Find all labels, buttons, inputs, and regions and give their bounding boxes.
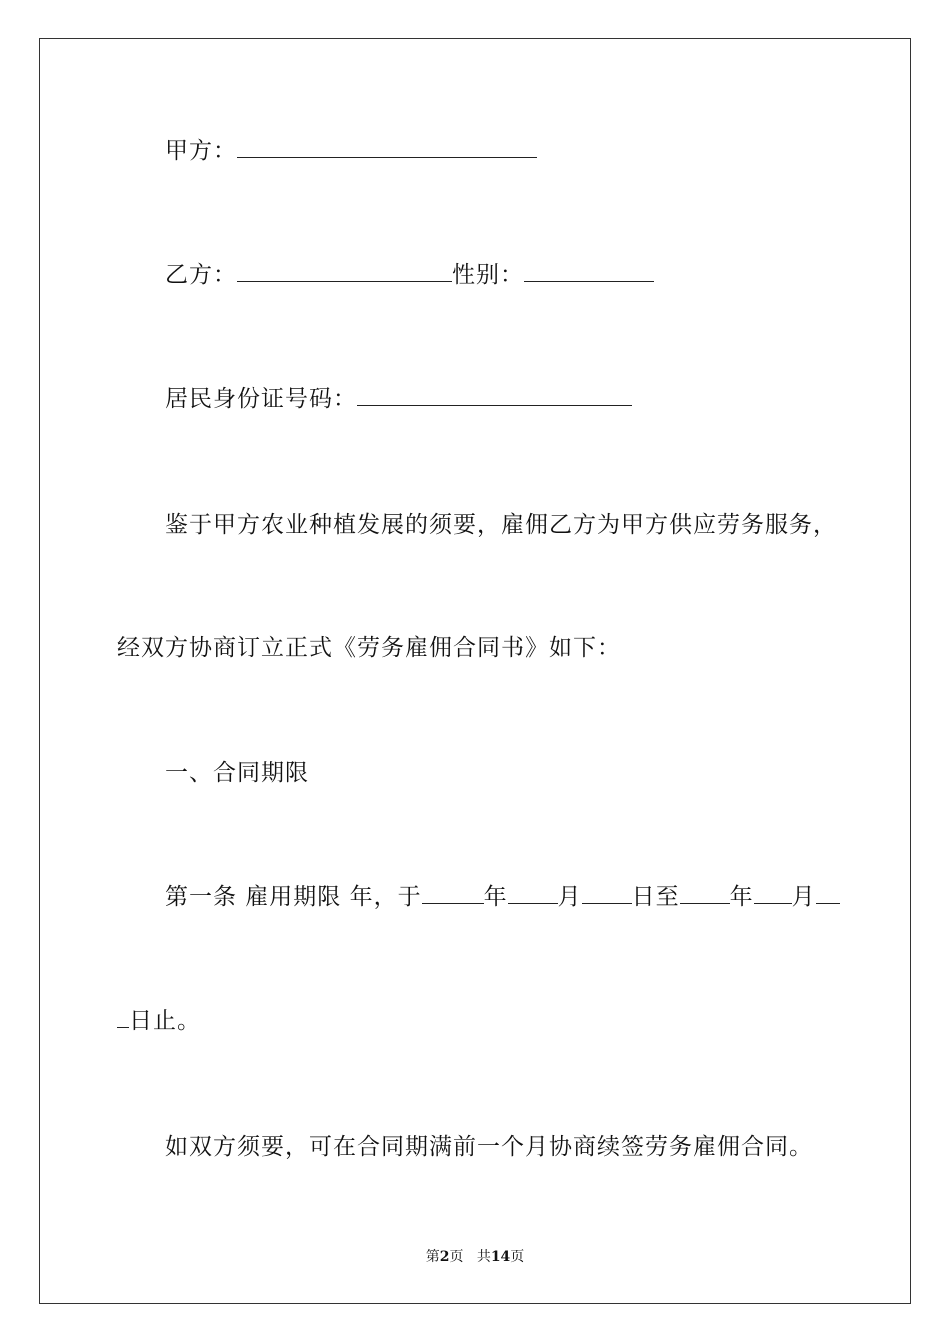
start-year-blank[interactable] (422, 883, 484, 904)
end-day-blank-part-2[interactable] (117, 1007, 129, 1028)
start-month-blank[interactable] (508, 883, 558, 904)
party-b-line (165, 260, 654, 290)
article-1-line (165, 882, 840, 912)
page-prefix: 第 (425, 1249, 440, 1265)
party-b-blank[interactable] (237, 261, 452, 282)
party-a-line (165, 136, 537, 166)
page-suffix: 页 (449, 1249, 464, 1265)
year-2-label: 年 (729, 884, 754, 910)
total-suffix: 页 (510, 1249, 525, 1265)
preamble-line-2: 经双方协商订立正式《劳务雇佣合同书》如下： (117, 635, 621, 661)
gender-blank[interactable] (524, 261, 654, 282)
party-a-label: 甲方： (165, 138, 237, 164)
end-month-blank[interactable] (754, 883, 792, 904)
gender-label: 性别： (452, 262, 524, 288)
day-1-label: 日至 (631, 884, 680, 910)
renewal-line: 如双方须要，可在合同期满前一个月协商续签劳务雇佣合同。 (165, 1134, 813, 1160)
preamble-line-1: 鉴于甲方农业种植发展的须要，雇佣乙方为甲方供应劳务服务， (165, 512, 837, 538)
id-number-line (165, 384, 632, 414)
year-1-label: 年 (483, 884, 508, 910)
article-1-line-2 (117, 1006, 201, 1036)
id-number-label: 居民身份证号码： (165, 386, 357, 412)
total-prefix: 共 (476, 1249, 491, 1265)
id-number-blank[interactable] (357, 385, 632, 406)
month-1-label: 月 (557, 884, 582, 910)
end-year-blank[interactable] (680, 883, 730, 904)
end-day-blank-part-1[interactable] (816, 883, 840, 904)
party-a-blank[interactable] (237, 137, 537, 158)
page-border (39, 38, 911, 1304)
start-day-blank[interactable] (582, 883, 632, 904)
page-footer (0, 1248, 950, 1266)
total-pages: 14 (490, 1249, 511, 1265)
party-b-label: 乙方： (165, 262, 237, 288)
article-1-end: 日止。 (129, 1008, 201, 1034)
section-1-title: 一、合同期限 (165, 760, 309, 786)
article-1-prefix: 第一条 雇用期限 年，于 (165, 884, 422, 910)
page-number: 2 (439, 1249, 450, 1265)
month-2-label: 月 (791, 884, 816, 910)
